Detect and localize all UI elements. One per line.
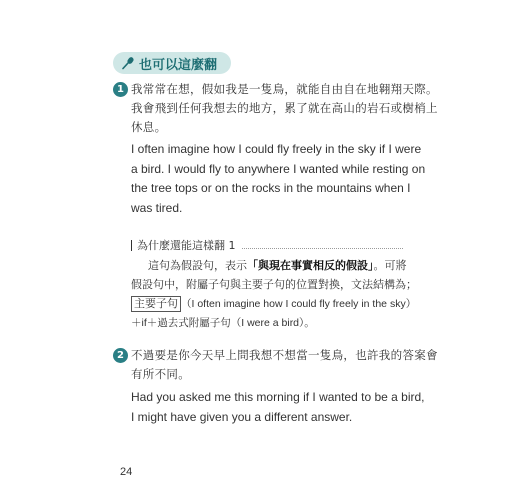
section-title-pill — [113, 52, 231, 74]
item1-en-line: I often imagine how I could fly freely in the sky if I were — [131, 142, 422, 156]
dotted-divider — [242, 241, 404, 249]
item2-zh-line: 有所不同。 — [131, 367, 190, 381]
item2-en-line: I might have given you a different answer. — [131, 409, 353, 424]
item1-zh-line: 休息。 — [131, 120, 167, 134]
explanation-heading-text: 為什麼還能這樣翻 1 — [137, 239, 236, 252]
section-title: 也可以這麼翻 — [139, 57, 218, 73]
explanation-line: ＋if＋過去式附屬子句（I were a bird）。 — [131, 317, 315, 329]
explanation-heading — [131, 238, 403, 252]
explanation-text: 。可將 — [373, 259, 407, 272]
explanation-text: 這句為假設句，表示 — [148, 259, 247, 272]
item1-en-line: the tree tops or on the rocks in the mountains when I — [131, 181, 411, 195]
main-clause-box: 主要子句 — [131, 296, 181, 312]
item1-en-line: a bird. I would fly to anywhere I wanted while resting on — [131, 161, 426, 176]
microphone-icon — [121, 56, 135, 70]
item1-zh-line: 我會飛到任何我想去的地方，累了就在高山的岩石或樹梢上 — [131, 101, 438, 115]
item-number-badge: 2 — [113, 348, 128, 363]
item1-en-line: was tired. — [131, 200, 183, 215]
heading-bar — [131, 240, 132, 251]
explanation-line: 假設句中，附屬子句與主要子句的位置對換，文法結構為； — [131, 278, 417, 291]
item-number-badge: 1 — [113, 82, 128, 97]
explanation-line — [148, 256, 407, 276]
item2-en-line: Had you asked me this morning if I wanted to be a bird, — [131, 390, 425, 404]
item2-zh-line: 不過要是你今天早上問我想不想當一隻鳥，也許我的答案會 — [131, 348, 438, 362]
explanation-line — [131, 294, 416, 314]
page-number: 24 — [120, 466, 133, 478]
explanation-example: （I often imagine how I could fly freely in the sky） — [181, 298, 417, 310]
item1-zh-line: 我常常在想，假如我是一隻鳥，就能自由自在地翱翔天際。 — [131, 82, 438, 96]
explanation-emphasis: 「與現在事實相反的假設」 — [247, 259, 374, 272]
